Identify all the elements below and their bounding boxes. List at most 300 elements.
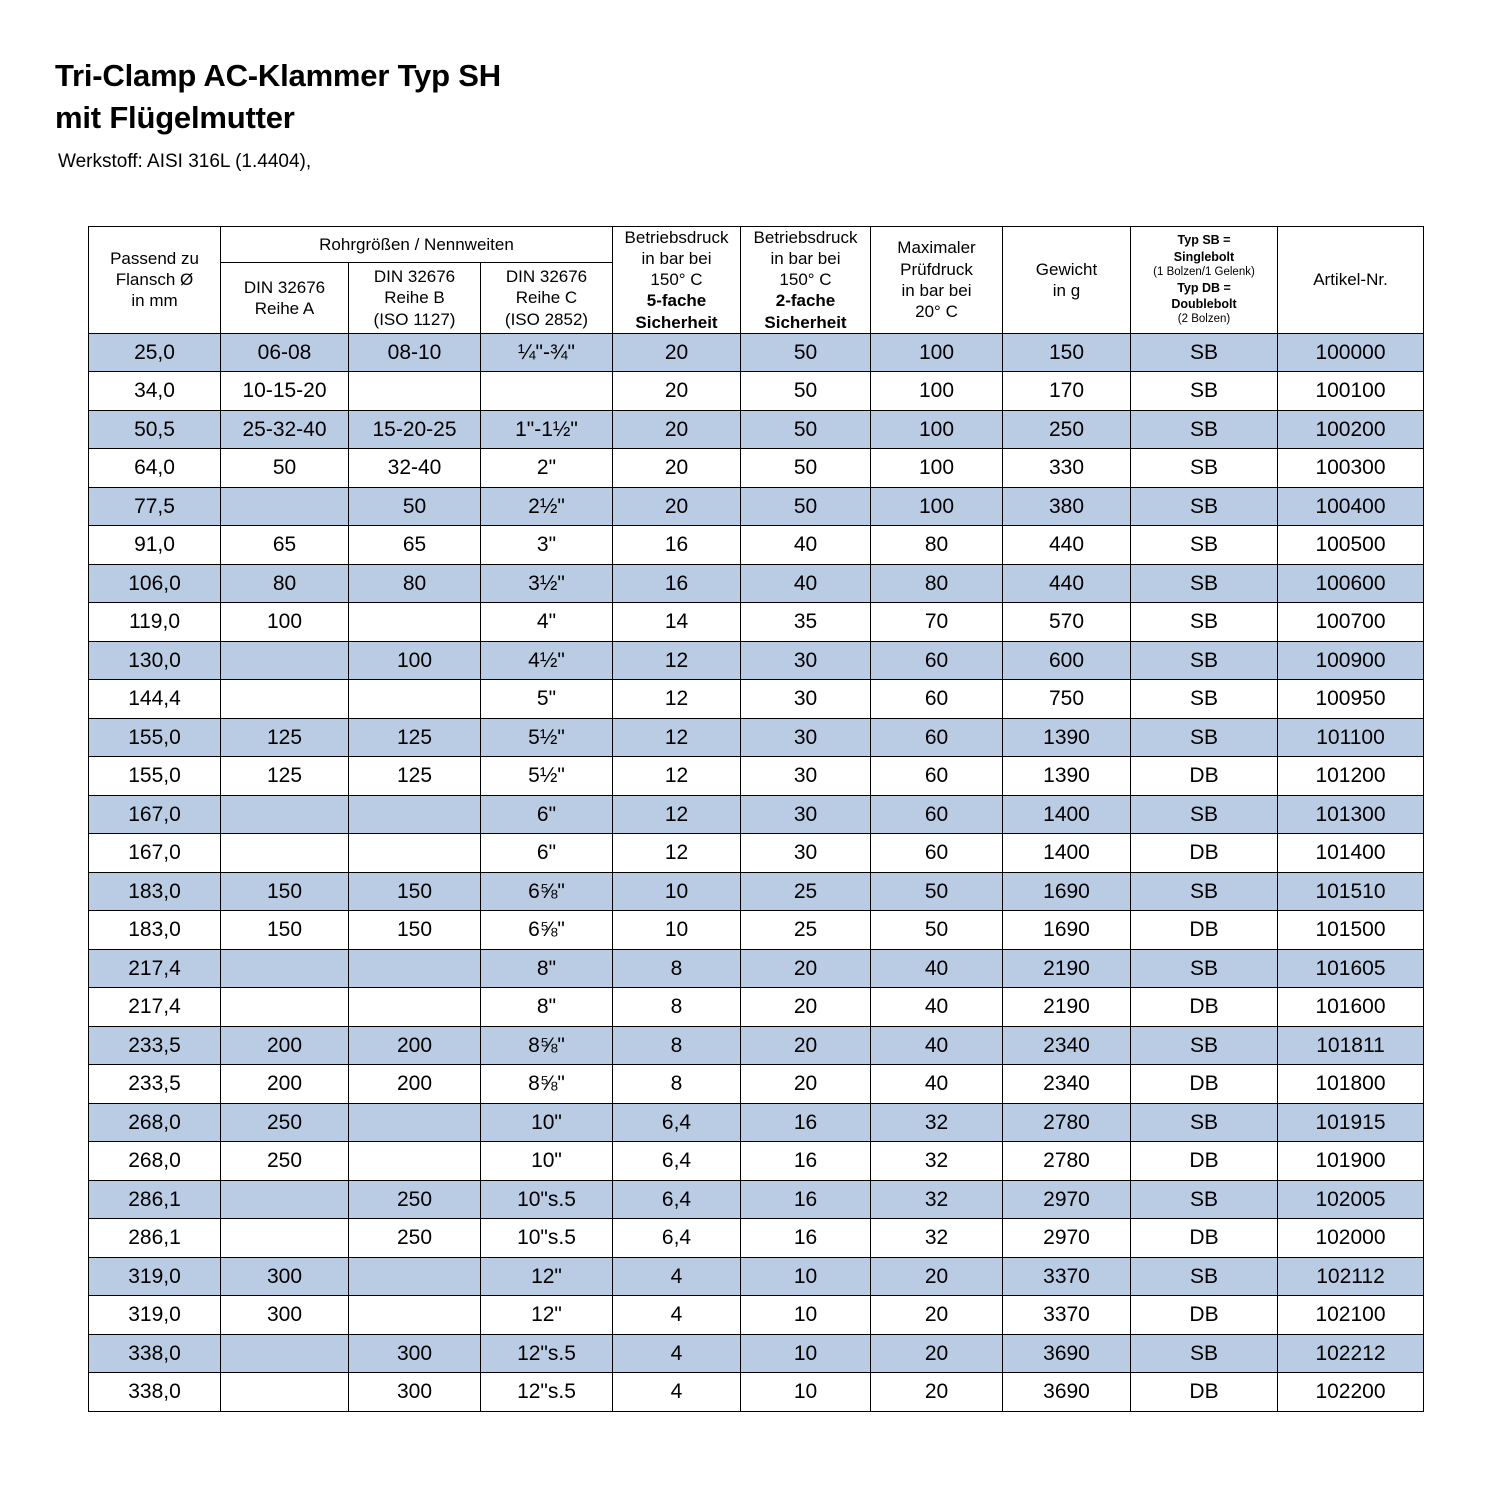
cell-druck-5fach: 16 (613, 526, 741, 565)
table-row (89, 603, 1424, 642)
typ-line5: Doublebolt (1171, 297, 1237, 312)
cell-pruefdruck: 32 (871, 1142, 1003, 1181)
cell-reihe-c: 5½" (481, 718, 613, 757)
gewicht-line1: Gewicht (1035, 259, 1098, 279)
cell-druck-2fach: 25 (741, 911, 871, 950)
cell-reihe-b: 50 (349, 487, 481, 526)
cell-reihe-a: 50 (221, 449, 349, 488)
cell-reihe-c: 12"s.5 (481, 1373, 613, 1412)
cell-flansch: 233,5 (89, 1065, 221, 1104)
cell-pruefdruck: 60 (871, 641, 1003, 680)
cell-reihe-a: 25-32-40 (221, 410, 349, 449)
cell-typ: SB (1131, 1103, 1278, 1142)
table-header-row-1 (89, 226, 1424, 262)
cell-reihe-a: 250 (221, 1103, 349, 1142)
druck2-line1: Betriebsdruck (753, 227, 858, 247)
cell-pruefdruck: 60 (871, 718, 1003, 757)
table-row (89, 872, 1424, 911)
cell-druck-5fach: 20 (613, 372, 741, 411)
cell-druck-5fach: 12 (613, 680, 741, 719)
druck5-line2: in bar bei (641, 248, 712, 268)
cell-druck-2fach: 50 (741, 372, 871, 411)
cell-druck-2fach: 30 (741, 834, 871, 873)
cell-gewicht: 440 (1003, 564, 1131, 603)
cell-pruefdruck: 60 (871, 834, 1003, 873)
cell-druck-2fach: 10 (741, 1257, 871, 1296)
cell-artikelnr: 101100 (1278, 718, 1424, 757)
column-header-gewicht (1003, 226, 1131, 333)
cell-artikelnr: 100300 (1278, 449, 1424, 488)
cell-reihe-b: 150 (349, 872, 481, 911)
cell-gewicht: 150 (1003, 333, 1131, 372)
cell-gewicht: 2340 (1003, 1065, 1131, 1104)
cell-flansch: 319,0 (89, 1257, 221, 1296)
cell-typ: DB (1131, 911, 1278, 950)
cell-reihe-b (349, 680, 481, 719)
table-row (89, 1026, 1424, 1065)
page-title (55, 55, 1420, 139)
table-row (89, 1257, 1424, 1296)
cell-reihe-a: 150 (221, 911, 349, 950)
cell-druck-2fach: 40 (741, 526, 871, 565)
typ-line6: (2 Bolzen) (1177, 313, 1231, 326)
cell-reihe-c: 8" (481, 988, 613, 1027)
cell-druck-5fach: 10 (613, 872, 741, 911)
cell-pruefdruck: 40 (871, 1065, 1003, 1104)
cell-reihe-c: 4½" (481, 641, 613, 680)
cell-reihe-b: 200 (349, 1026, 481, 1065)
cell-reihe-c: 6" (481, 795, 613, 834)
cell-druck-2fach: 20 (741, 1026, 871, 1065)
druck5-line1: Betriebsdruck (624, 227, 729, 247)
cell-typ: SB (1131, 1180, 1278, 1219)
cell-pruefdruck: 40 (871, 949, 1003, 988)
cell-druck-5fach: 8 (613, 1026, 741, 1065)
reiheB-line2: Reihe B (384, 288, 445, 308)
cell-reihe-b (349, 988, 481, 1027)
cell-flansch: 106,0 (89, 564, 221, 603)
cell-artikelnr: 100950 (1278, 680, 1424, 719)
cell-flansch: 155,0 (89, 757, 221, 796)
cell-pruefdruck: 100 (871, 333, 1003, 372)
cell-druck-5fach: 20 (613, 449, 741, 488)
cell-druck-5fach: 20 (613, 410, 741, 449)
cell-typ: SB (1131, 1334, 1278, 1373)
cell-reihe-b: 08-10 (349, 333, 481, 372)
cell-flansch: 167,0 (89, 795, 221, 834)
cell-reihe-c: 5" (481, 680, 613, 719)
cell-druck-5fach: 12 (613, 718, 741, 757)
cell-flansch: 25,0 (89, 333, 221, 372)
cell-reihe-b (349, 1103, 481, 1142)
cell-typ: SB (1131, 603, 1278, 642)
cell-reihe-a: 06-08 (221, 333, 349, 372)
cell-pruefdruck: 100 (871, 487, 1003, 526)
cell-reihe-c: ¼"-¾" (481, 333, 613, 372)
cell-flansch: 183,0 (89, 872, 221, 911)
cell-gewicht: 2340 (1003, 1026, 1131, 1065)
cell-reihe-c: 2" (481, 449, 613, 488)
cell-pruefdruck: 50 (871, 872, 1003, 911)
cell-artikelnr: 100600 (1278, 564, 1424, 603)
cell-reihe-b (349, 372, 481, 411)
cell-reihe-a (221, 680, 349, 719)
cell-flansch: 167,0 (89, 834, 221, 873)
cell-gewicht: 570 (1003, 603, 1131, 642)
cell-druck-2fach: 30 (741, 795, 871, 834)
pruef-line1: Maximaler (897, 238, 976, 258)
column-header-artikelnr: Artikel-Nr. (1278, 226, 1424, 333)
cell-reihe-c: 12" (481, 1257, 613, 1296)
cell-artikelnr: 100000 (1278, 333, 1424, 372)
cell-reihe-b (349, 1257, 481, 1296)
cell-typ: SB (1131, 949, 1278, 988)
cell-reihe-a: 10-15-20 (221, 372, 349, 411)
cell-typ: DB (1131, 1219, 1278, 1258)
cell-reihe-c: 6⅝" (481, 872, 613, 911)
cell-druck-5fach: 4 (613, 1257, 741, 1296)
cell-druck-5fach: 12 (613, 641, 741, 680)
table-row (89, 564, 1424, 603)
cell-typ: SB (1131, 526, 1278, 565)
cell-druck-5fach: 16 (613, 564, 741, 603)
cell-druck-5fach: 8 (613, 988, 741, 1027)
cell-druck-5fach: 6,4 (613, 1180, 741, 1219)
cell-typ: SB (1131, 1257, 1278, 1296)
cell-reihe-b (349, 603, 481, 642)
cell-druck-2fach: 10 (741, 1296, 871, 1335)
cell-artikelnr: 102112 (1278, 1257, 1424, 1296)
reiheB-line3: (ISO 1127) (373, 309, 456, 329)
cell-artikelnr: 101605 (1278, 949, 1424, 988)
cell-druck-5fach: 12 (613, 795, 741, 834)
cell-reihe-c: 2½" (481, 487, 613, 526)
cell-druck-5fach: 4 (613, 1373, 741, 1412)
cell-typ: DB (1131, 834, 1278, 873)
cell-reihe-c: 10" (481, 1142, 613, 1181)
cell-reihe-c: 1"-1½" (481, 410, 613, 449)
table-row (89, 1103, 1424, 1142)
cell-gewicht: 750 (1003, 680, 1131, 719)
cell-gewicht: 2970 (1003, 1180, 1131, 1219)
cell-druck-5fach: 14 (613, 603, 741, 642)
cell-druck-2fach: 20 (741, 988, 871, 1027)
cell-reihe-b (349, 1296, 481, 1335)
cell-pruefdruck: 40 (871, 1026, 1003, 1065)
specification-table (88, 226, 1424, 1412)
cell-gewicht: 1390 (1003, 718, 1131, 757)
cell-reihe-b: 150 (349, 911, 481, 950)
cell-flansch: 91,0 (89, 526, 221, 565)
cell-druck-5fach: 6,4 (613, 1219, 741, 1258)
cell-pruefdruck: 100 (871, 410, 1003, 449)
table-body (89, 333, 1424, 1411)
cell-gewicht: 250 (1003, 410, 1131, 449)
cell-reihe-a (221, 1219, 349, 1258)
cell-flansch: 183,0 (89, 911, 221, 950)
table-row (89, 1373, 1424, 1412)
column-header-betriebsdruck-5fach (613, 226, 741, 333)
column-header-betriebsdruck-2fach (741, 226, 871, 333)
cell-reihe-c: 10" (481, 1103, 613, 1142)
cell-reihe-c: 3" (481, 526, 613, 565)
cell-reihe-b (349, 795, 481, 834)
cell-reihe-b: 300 (349, 1373, 481, 1412)
cell-druck-5fach: 20 (613, 333, 741, 372)
cell-artikelnr: 102212 (1278, 1334, 1424, 1373)
typ-line2: Singlebolt (1173, 249, 1235, 264)
reiheB-line1: DIN 32676 (373, 267, 456, 287)
table-row (89, 526, 1424, 565)
cell-typ: DB (1131, 1065, 1278, 1104)
cell-typ: DB (1131, 1373, 1278, 1412)
cell-reihe-c: 5½" (481, 757, 613, 796)
cell-gewicht: 3370 (1003, 1296, 1131, 1335)
cell-druck-2fach: 25 (741, 872, 871, 911)
cell-flansch: 155,0 (89, 718, 221, 757)
cell-typ: DB (1131, 1296, 1278, 1335)
cell-artikelnr: 101915 (1278, 1103, 1424, 1142)
cell-reihe-a (221, 834, 349, 873)
table-row (89, 1334, 1424, 1373)
cell-druck-5fach: 10 (613, 911, 741, 950)
cell-flansch: 64,0 (89, 449, 221, 488)
reiheC-line3: (ISO 2852) (504, 309, 589, 329)
table-row (89, 487, 1424, 526)
cell-artikelnr: 100700 (1278, 603, 1424, 642)
cell-reihe-a: 80 (221, 564, 349, 603)
reiheA-line1: DIN 32676 (243, 277, 326, 297)
table-row (89, 1065, 1424, 1104)
cell-druck-2fach: 20 (741, 1065, 871, 1104)
cell-reihe-a: 300 (221, 1296, 349, 1335)
cell-druck-2fach: 30 (741, 718, 871, 757)
cell-artikelnr: 102100 (1278, 1296, 1424, 1335)
cell-pruefdruck: 60 (871, 795, 1003, 834)
cell-druck-2fach: 30 (741, 641, 871, 680)
cell-pruefdruck: 70 (871, 603, 1003, 642)
cell-reihe-a: 100 (221, 603, 349, 642)
druck5-line5: Sicherheit (635, 312, 718, 332)
cell-reihe-a: 250 (221, 1142, 349, 1181)
cell-artikelnr: 101300 (1278, 795, 1424, 834)
table-row (89, 834, 1424, 873)
cell-druck-2fach: 20 (741, 949, 871, 988)
cell-pruefdruck: 32 (871, 1180, 1003, 1219)
cell-reihe-c: 3½" (481, 564, 613, 603)
cell-artikelnr: 101811 (1278, 1026, 1424, 1065)
cell-artikelnr: 101510 (1278, 872, 1424, 911)
table-header (89, 226, 1424, 333)
cell-gewicht: 2780 (1003, 1142, 1131, 1181)
cell-typ: SB (1131, 410, 1278, 449)
cell-flansch: 268,0 (89, 1103, 221, 1142)
column-header-typ (1131, 226, 1278, 333)
cell-pruefdruck: 40 (871, 988, 1003, 1027)
cell-artikelnr: 101400 (1278, 834, 1424, 873)
druck2-line2: in bar bei (770, 248, 841, 268)
cell-druck-5fach: 8 (613, 949, 741, 988)
column-header-reihe-a (221, 263, 349, 334)
cell-gewicht: 2190 (1003, 949, 1131, 988)
cell-druck-5fach: 6,4 (613, 1142, 741, 1181)
cell-reihe-a (221, 1373, 349, 1412)
cell-flansch: 268,0 (89, 1142, 221, 1181)
cell-reihe-b (349, 834, 481, 873)
cell-reihe-a: 200 (221, 1065, 349, 1104)
cell-reihe-a: 150 (221, 872, 349, 911)
reiheC-line2: Reihe C (515, 288, 578, 308)
cell-reihe-c: 12"s.5 (481, 1334, 613, 1373)
druck5-line3: 150° C (650, 270, 703, 290)
cell-typ: SB (1131, 333, 1278, 372)
column-header-flansch-line3: in mm (131, 291, 178, 311)
table-row (89, 680, 1424, 719)
page-title-line2: mit Flügelmutter (55, 99, 295, 135)
table-row (89, 333, 1424, 372)
cell-typ: SB (1131, 641, 1278, 680)
cell-artikelnr: 102005 (1278, 1180, 1424, 1219)
cell-flansch: 144,4 (89, 680, 221, 719)
cell-pruefdruck: 80 (871, 526, 1003, 565)
cell-flansch: 286,1 (89, 1219, 221, 1258)
cell-artikelnr: 101500 (1278, 911, 1424, 950)
cell-gewicht: 2970 (1003, 1219, 1131, 1258)
cell-artikelnr: 102200 (1278, 1373, 1424, 1412)
reiheA-line2: Reihe A (254, 299, 315, 318)
druck2-line4: 2-fache (775, 291, 836, 311)
cell-artikelnr: 101600 (1278, 988, 1424, 1027)
typ-line3: (1 Bolzen/1 Gelenk) (1153, 265, 1255, 278)
cell-druck-2fach: 10 (741, 1334, 871, 1373)
pruef-line4: 20° C (915, 302, 958, 322)
pruef-line2: Prüfdruck (900, 259, 973, 279)
cell-reihe-b: 250 (349, 1180, 481, 1219)
cell-typ: DB (1131, 757, 1278, 796)
column-header-reihe-c (481, 263, 613, 334)
table-row (89, 757, 1424, 796)
cell-artikelnr: 100400 (1278, 487, 1424, 526)
cell-typ: SB (1131, 449, 1278, 488)
cell-reihe-c: 10"s.5 (481, 1219, 613, 1258)
cell-reihe-a (221, 988, 349, 1027)
column-header-flansch-line1: Passend zu (110, 248, 199, 268)
cell-reihe-a: 125 (221, 757, 349, 796)
cell-druck-2fach: 16 (741, 1219, 871, 1258)
cell-flansch: 77,5 (89, 487, 221, 526)
cell-pruefdruck: 50 (871, 911, 1003, 950)
cell-reihe-b: 100 (349, 641, 481, 680)
cell-gewicht: 170 (1003, 372, 1131, 411)
cell-typ: SB (1131, 372, 1278, 411)
cell-reihe-c: 4" (481, 603, 613, 642)
cell-typ: DB (1131, 1142, 1278, 1181)
cell-reihe-c: 12" (481, 1296, 613, 1335)
cell-reihe-c: 8⅝" (481, 1026, 613, 1065)
cell-pruefdruck: 60 (871, 680, 1003, 719)
cell-typ: SB (1131, 680, 1278, 719)
cell-flansch: 130,0 (89, 641, 221, 680)
cell-reihe-b (349, 949, 481, 988)
cell-druck-5fach: 12 (613, 757, 741, 796)
table-row (89, 1296, 1424, 1335)
cell-flansch: 338,0 (89, 1373, 221, 1412)
column-header-pruefdruck (871, 226, 1003, 333)
cell-gewicht: 3370 (1003, 1257, 1131, 1296)
cell-reihe-b: 15-20-25 (349, 410, 481, 449)
cell-druck-2fach: 50 (741, 449, 871, 488)
cell-typ: SB (1131, 872, 1278, 911)
cell-pruefdruck: 100 (871, 372, 1003, 411)
cell-reihe-b: 125 (349, 757, 481, 796)
cell-reihe-a: 125 (221, 718, 349, 757)
cell-flansch: 217,4 (89, 988, 221, 1027)
table-row (89, 641, 1424, 680)
cell-druck-2fach: 30 (741, 680, 871, 719)
cell-typ: SB (1131, 487, 1278, 526)
cell-pruefdruck: 80 (871, 564, 1003, 603)
cell-reihe-b: 80 (349, 564, 481, 603)
cell-reihe-a: 300 (221, 1257, 349, 1296)
cell-artikelnr: 101800 (1278, 1065, 1424, 1104)
gewicht-line2: in g (1052, 280, 1081, 300)
cell-gewicht: 2190 (1003, 988, 1131, 1027)
cell-reihe-a (221, 949, 349, 988)
table-row (89, 1142, 1424, 1181)
cell-druck-2fach: 30 (741, 757, 871, 796)
cell-artikelnr: 101900 (1278, 1142, 1424, 1181)
cell-reihe-a (221, 487, 349, 526)
table-row (89, 949, 1424, 988)
cell-pruefdruck: 20 (871, 1373, 1003, 1412)
cell-pruefdruck: 32 (871, 1219, 1003, 1258)
cell-artikelnr: 100200 (1278, 410, 1424, 449)
pruef-line3: in bar bei (901, 280, 972, 300)
table-row (89, 988, 1424, 1027)
column-header-reihe-b (349, 263, 481, 334)
cell-gewicht: 1690 (1003, 911, 1131, 950)
cell-pruefdruck: 100 (871, 449, 1003, 488)
cell-artikelnr: 100100 (1278, 372, 1424, 411)
cell-reihe-a (221, 641, 349, 680)
cell-gewicht: 1400 (1003, 795, 1131, 834)
cell-artikelnr: 100500 (1278, 526, 1424, 565)
table-row (89, 372, 1424, 411)
cell-gewicht: 2780 (1003, 1103, 1131, 1142)
cell-druck-2fach: 50 (741, 410, 871, 449)
cell-pruefdruck: 60 (871, 757, 1003, 796)
column-group-header-rohrgroessen: Rohrgrößen / Nennweiten (221, 226, 613, 262)
cell-reihe-c: 10"s.5 (481, 1180, 613, 1219)
cell-typ: SB (1131, 795, 1278, 834)
cell-reihe-c: 8⅝" (481, 1065, 613, 1104)
cell-reihe-c: 8" (481, 949, 613, 988)
cell-druck-2fach: 16 (741, 1142, 871, 1181)
cell-gewicht: 380 (1003, 487, 1131, 526)
cell-flansch: 34,0 (89, 372, 221, 411)
cell-typ: SB (1131, 564, 1278, 603)
cell-reihe-c (481, 372, 613, 411)
cell-druck-5fach: 20 (613, 487, 741, 526)
cell-artikelnr: 100900 (1278, 641, 1424, 680)
cell-typ: SB (1131, 718, 1278, 757)
cell-gewicht: 1690 (1003, 872, 1131, 911)
cell-druck-2fach: 40 (741, 564, 871, 603)
cell-artikelnr: 102000 (1278, 1219, 1424, 1258)
cell-druck-5fach: 12 (613, 834, 741, 873)
cell-reihe-b (349, 1142, 481, 1181)
typ-line1: Typ SB = (1177, 233, 1231, 248)
